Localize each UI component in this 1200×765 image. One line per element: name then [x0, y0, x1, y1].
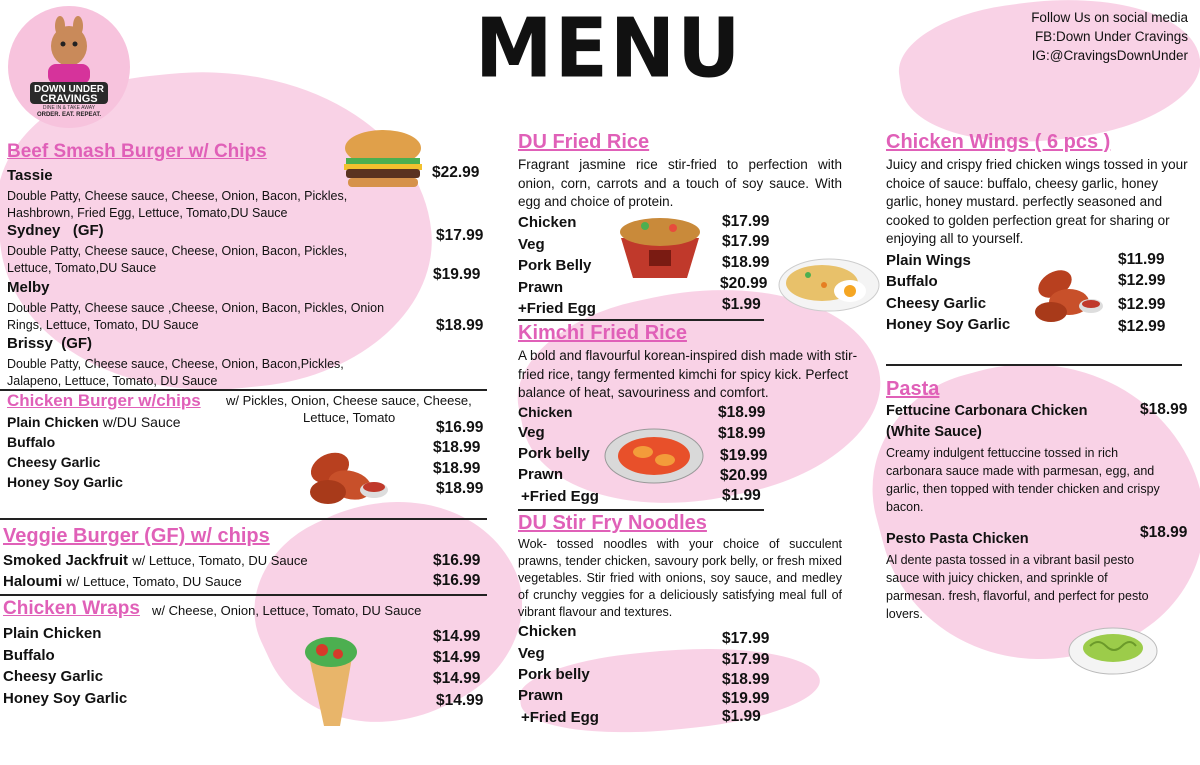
divider [518, 319, 764, 321]
section-chicken-burger-title: Chicken Burger w/chips [7, 391, 201, 410]
chicken-burger-item [7, 414, 181, 430]
section-wings-title: Chicken Wings ( 6 pcs ) [886, 131, 1111, 153]
wrap-price: $14.99 [436, 692, 484, 709]
noodles-price: $17.99 [722, 651, 770, 668]
wrap-icon [300, 632, 362, 728]
section-beef-title: Beef Smash Burger w/ Chips [7, 141, 267, 162]
section-noodles-title: DU Stir Fry Noodles [518, 512, 707, 534]
noodles-item: Pork belly [518, 666, 590, 683]
noodles-item: Chicken [518, 623, 577, 640]
page-title: MENU [475, 1, 743, 97]
wings-item: Buffalo [886, 273, 938, 290]
chicken-burger-price: $18.99 [436, 480, 484, 497]
pasta-item-name: Pesto Pasta Chicken [886, 531, 1029, 547]
veggie-item [3, 552, 308, 569]
kimchi-bowl-icon [603, 426, 705, 486]
social-ig: IG:@CravingsDownUnder [1031, 48, 1188, 63]
beef-item-price: $22.99 [432, 164, 480, 181]
social-fb: FB:Down Under Cravings [1034, 29, 1188, 44]
noodles-price: $18.99 [722, 671, 770, 688]
beef-item-desc: Double Patty, Cheese sauce ,Cheese, Onion, Bacon, Pickles, Onion Rings, Lettuce, Tomato, DU Sauce [7, 301, 385, 332]
noodles-price: $17.99 [722, 630, 770, 647]
wrap-price: $14.99 [433, 649, 481, 666]
wrap-item: Honey Soy Garlic [3, 690, 128, 707]
logo-text-3: DINE IN & TAKE AWAY [42, 105, 96, 111]
beef-item-name: Tassie [7, 167, 53, 184]
kimchi-item: Prawn [518, 466, 564, 483]
fried-rice-item: +Fried Egg [518, 300, 596, 317]
divider [886, 364, 1182, 366]
item-suffix: w/DU Sauce [102, 414, 181, 430]
wrap-item: Cheesy Garlic [3, 668, 104, 685]
fried-rice-item: Prawn [518, 279, 564, 296]
divider [0, 518, 487, 520]
pasta-price: $18.99 [1140, 401, 1188, 418]
pasta-price: $18.99 [1140, 524, 1188, 541]
wings-price: $12.99 [1118, 296, 1166, 313]
chicken-burger-price: $18.99 [433, 460, 481, 477]
fried-rice-price: $20.99 [720, 275, 768, 292]
fried-rice-price: $17.99 [722, 233, 770, 250]
chicken-burger-item: Honey Soy Garlic [7, 474, 123, 490]
kimchi-price: $18.99 [718, 425, 766, 442]
item-suffix: w/ Lettuce, Tomato, DU Sauce [132, 553, 308, 568]
divider [0, 594, 487, 596]
noodles-price: $1.99 [722, 708, 761, 725]
veggie-price: $16.99 [433, 552, 481, 569]
fried-rice-item: Chicken [518, 214, 577, 231]
chicken-wings-icon [1025, 258, 1109, 334]
pasta-item-name-2: (White Sauce) [886, 424, 982, 440]
fried-rice-desc: Fragrant jasmine rice stir-fried to perfection with onion, corn, carrots and a touch of soy sauce. With egg and choice of protein. [518, 157, 842, 209]
kimchi-price: $18.99 [718, 404, 766, 421]
wrap-price: $14.99 [433, 670, 481, 687]
noodles-item: Veg [518, 645, 545, 662]
fried-rice-price: $17.99 [722, 213, 770, 230]
beef-item-name: Melby [7, 279, 50, 296]
wraps-note: w/ Cheese, Onion, Lettuce, Tomato, DU Sauce [152, 603, 422, 618]
burger-icon [340, 128, 426, 190]
wings-price: $12.99 [1118, 318, 1166, 335]
fried-rice-plate-icon [778, 255, 880, 313]
chicken-burger-note: w/ Pickles, Onion, Cheese sauce, Cheese, [226, 393, 472, 408]
noodle-box-icon [615, 212, 705, 280]
chicken-wings-icon [300, 440, 395, 515]
beef-item-price: $19.99 [433, 266, 481, 283]
kimchi-item: Pork belly [518, 445, 590, 462]
wings-item: Plain Wings [886, 252, 971, 269]
section-veggie-title: Veggie Burger (GF) w/ chips [3, 525, 270, 547]
fried-rice-item: Veg [518, 236, 545, 253]
kimchi-price: $19.99 [720, 447, 768, 464]
social-info [1031, 8, 1188, 65]
item-name: Smoked Jackfruit [3, 552, 129, 569]
beef-item-price: $18.99 [436, 317, 484, 334]
wings-price: $12.99 [1118, 272, 1166, 289]
social-line: Follow Us on social media [1031, 10, 1188, 25]
chicken-burger-item: Buffalo [7, 434, 56, 450]
section-wraps-title: Chicken Wraps [3, 598, 140, 619]
pesto-pasta-icon [1068, 624, 1158, 676]
beef-item-name: Sydney (GF) [7, 222, 104, 239]
logo-text-4: ORDER. EAT. REPEAT. [36, 112, 102, 118]
pasta-item-name: Fettucine Carbonara Chicken [886, 403, 1088, 419]
kimchi-item: Chicken [518, 404, 573, 420]
section-pasta-title: Pasta [886, 378, 940, 400]
veggie-item [3, 573, 242, 590]
kimchi-price: $20.99 [720, 467, 768, 484]
section-kimchi-title: Kimchi Fried Rice [518, 322, 687, 344]
fried-rice-price: $1.99 [722, 296, 761, 313]
wings-item: Cheesy Garlic [886, 295, 987, 312]
wrap-price: $14.99 [433, 628, 481, 645]
item-name: Haloumi [3, 573, 63, 590]
chicken-burger-price: $18.99 [433, 439, 481, 456]
section-fried-rice-title: DU Fried Rice [518, 131, 650, 153]
item-suffix: w/ Lettuce, Tomato, DU Sauce [66, 574, 242, 589]
noodles-price: $19.99 [722, 690, 770, 707]
pasta-desc: Al dente pasta tossed in a vibrant basil pesto sauce with juicy chicken, and sprinkle of parmesan. fresh, flavorful, and perfect for pesto lovers. [886, 553, 1149, 621]
wings-desc: Juicy and crispy fried chicken wings tossed in your choice of sauce: buffalo, cheesy garlic, honey garlic, honey mustard. perfectly seasoned and cooked to golden perfection great for sharing or enjoying all to yourself. [886, 157, 1188, 246]
pasta-desc: Creamy indulgent fettuccine tossed in rich carbonara sauce made with parmesan, egg, and garlic, then topped with tender chicken and crispy bacon. [886, 446, 1160, 514]
chicken-burger-note-2: Lettuce, Tomato [303, 410, 396, 425]
divider [518, 509, 764, 511]
wrap-item: Buffalo [3, 647, 55, 664]
logo-text-2: CRAVINGS [40, 93, 98, 105]
beef-item-price: $17.99 [436, 227, 484, 244]
wrap-item: Plain Chicken [3, 625, 102, 642]
veggie-price: $16.99 [433, 572, 481, 589]
beef-item-desc: Double Patty, Cheese sauce, Cheese, Onion, Bacon, Pickles, Hashbrown, Fried Egg, Lettuce, Tomato,DU Sauce [7, 189, 348, 220]
beef-item-name: Brissy (GF) [7, 335, 93, 352]
noodles-item: Prawn [518, 687, 564, 704]
logo-text-1: DOWN UNDER [34, 84, 104, 95]
beef-item-desc: Double Patty, Cheese sauce, Cheese, Onion, Bacon, Pickles, Lettuce, Tomato,DU Sauce [7, 244, 348, 275]
chicken-burger-price: $16.99 [436, 419, 484, 436]
fried-rice-item: Pork Belly [518, 257, 592, 274]
kimchi-desc: A bold and flavourful korean-inspired dish made with stir-fried rice, tangy fermented kimchi for spicy kick. Perfect balance of heat, savouriness and comfort. [518, 348, 858, 400]
logo [8, 6, 130, 128]
chicken-burger-item: Cheesy Garlic [7, 454, 101, 470]
kimchi-price: $1.99 [722, 487, 761, 504]
fried-rice-price: $18.99 [722, 254, 770, 271]
beef-item-desc: Double Patty, Cheese sauce, Cheese, Onion, Bacon,Pickles, Jalapeno, Lettuce, Tomato, DU Sauce [7, 357, 344, 388]
wings-item: Honey Soy Garlic [886, 316, 1011, 333]
kimchi-item: Veg [518, 424, 545, 441]
wings-price: $11.99 [1118, 251, 1165, 268]
noodles-item: +Fried Egg [521, 709, 599, 726]
item-name: Plain Chicken [7, 414, 99, 430]
kimchi-item: +Fried Egg [521, 488, 599, 505]
noodles-desc: Wok- tossed noodles with your choice of succulent prawns, tender chicken, savoury pork belly, or fresh mixed vegetables. Stir fried with onions, soy sauce, and medley of crunchy veggies for a deliciously satisfying meal full of vibrant flavour and textures. [518, 537, 842, 619]
